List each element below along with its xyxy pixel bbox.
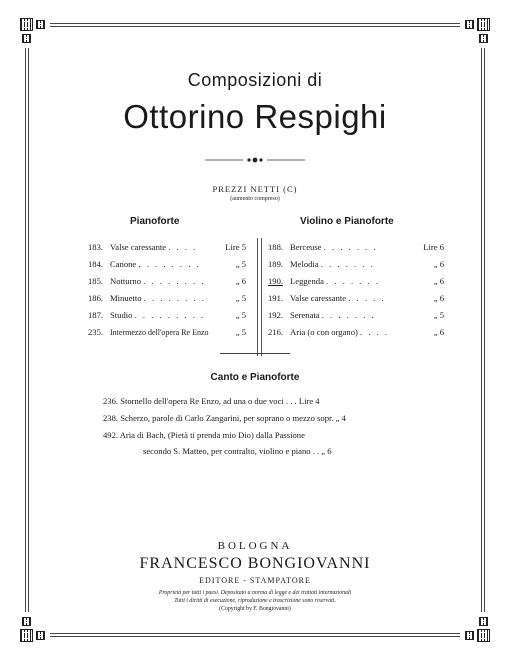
composer-name: Ottorino Respighi [123,98,387,135]
prices-label: PREZZI NETTI (C) [212,184,298,194]
section-title-piano: Pianoforte [130,216,180,227]
column-divider [257,238,262,356]
corner-ornament-icon [479,617,488,626]
corner-ornament-icon [20,629,33,642]
list-item: 192. Serenata . . . . . . . „ 5 [268,310,444,320]
header-line: Composizioni di [187,70,323,90]
corner-ornament-icon [36,631,45,640]
ornamental-divider-icon [205,150,305,156]
section-title-canto: Canto e Pianoforte [210,372,300,383]
corner-ornament-icon [477,18,490,31]
publisher-city: BOLOGNA [217,540,293,552]
corner-ornament-icon [20,18,33,31]
list-item: 235. Intermezzo dell'opera Re Enzo „ 5 [88,327,246,337]
list-item: 216. Aria (o con organo) . . . . „ 6 [268,327,444,337]
list-item: 188. Berceuse . . . . . . . Lire 6 [268,242,444,252]
list-item: 186. Minuetto . . . . . . . . „ 5 [88,293,246,303]
corner-ornament-icon [22,617,31,626]
list-item: 187. Studio . . . . . . . . . „ 5 [88,310,246,320]
list-item: 190. Leggenda . . . . . . . „ 6 [268,276,444,286]
copyright-line: (Copyright by F. Bongiovanni) [219,606,291,612]
list-item: secondo S. Matteo, per contralto, violino e piano . . „ 6 [143,446,332,456]
corner-ornament-icon [465,20,474,29]
list-item: 492. Aria di Bach, (Pietà ti prenda mio Dio) dalla Passione [103,430,305,440]
list-item: 236. Stornello dell'opera Re Enzo, ad una o due voci . . . Lire 4 [103,396,320,406]
border-bottom-line [50,633,460,637]
corner-ornament-icon [36,20,45,29]
list-item: 238. Scherzo, parole di Carlo Zangarini, per soprano o mezzo sopr. „ 4 [103,413,346,423]
border-top-line [50,23,460,27]
legal-line: Proprietà per tutti i paesi. Depositato a norma di legge e dei trattati internazionali [158,590,352,596]
list-item: 191. Valse caressante . . . . . „ 6 [268,293,444,303]
divider [220,353,290,354]
publisher-role: EDITORE - STAMPATORE [199,576,311,585]
legal-line: Tutti i diritti di esecuzione, riproduzione e trascrizione sono riservati. [174,598,336,604]
prices-note: (aumento compreso) [230,196,280,202]
section-title-violin: Violino e Pianoforte [300,216,394,227]
publisher-name: FRANCESCO BONGIOVANNI [139,555,371,572]
list-item: 189. Melodia . . . . . . . „ 6 [268,259,444,269]
list-item: 183. Valse caressante . . . . Lire 5 [88,242,246,252]
list-item: 185. Notturno . . . . . . . . „ 6 [88,276,246,286]
corner-ornament-icon [479,34,488,43]
corner-ornament-icon [465,631,474,640]
corner-ornament-icon [22,34,31,43]
list-item: 184. Canone . . . . . . . . „ 5 [88,259,246,269]
corner-ornament-icon [477,629,490,642]
